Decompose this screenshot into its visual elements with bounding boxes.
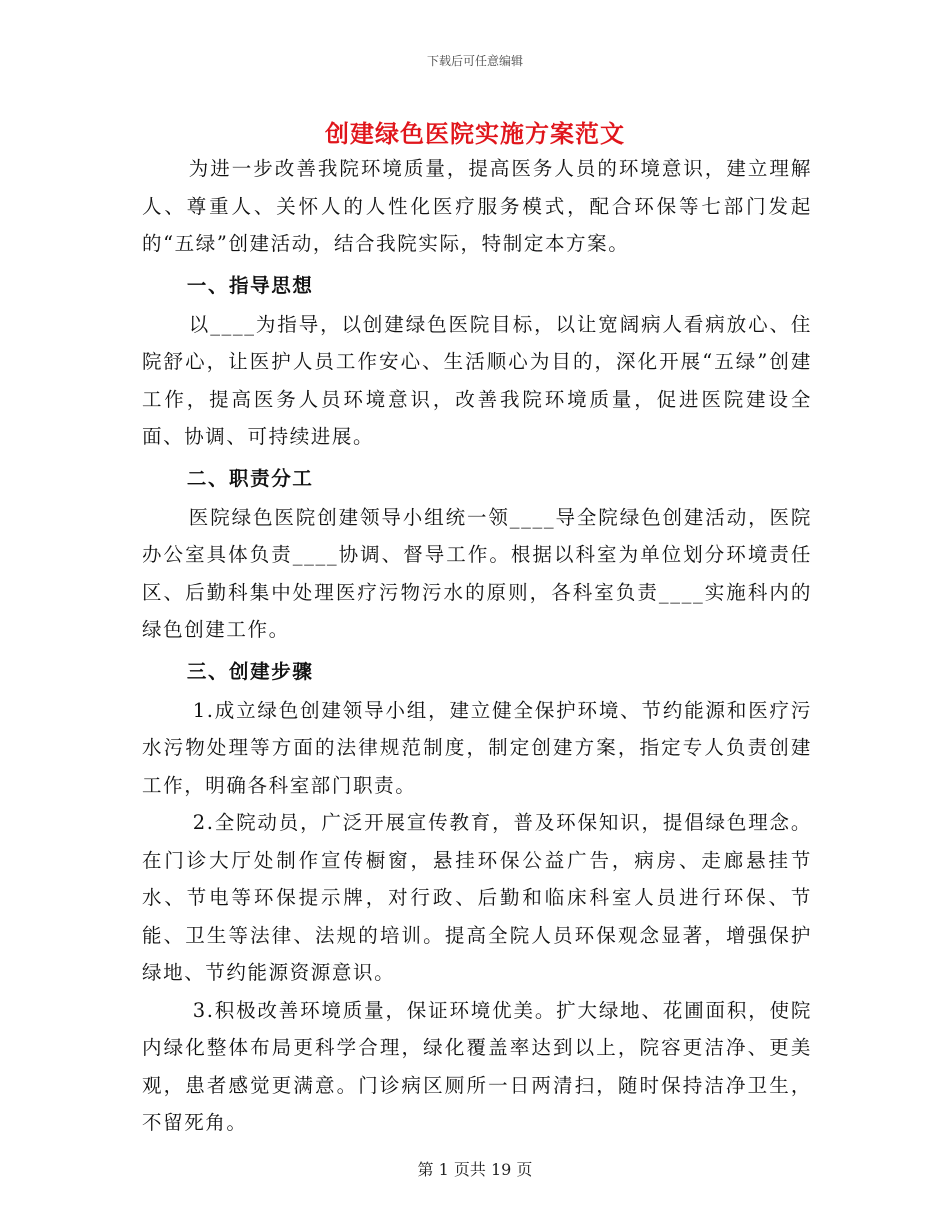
step-paragraph-2: 2.全院动员，广泛开展宣传教育，普及环保知识，提倡绿色理念。在门诊大厅处制作宣传橱窗，悬挂环保公益广告，病房、走廊悬挂节水、节电等环保提示牌，对行政、后勤和临床科室人员进行环保、节能、卫生等法律、法规的培训。提高全院人员环保观念显著，增强保护绿地、节约能源资源意识。 [142, 811, 812, 984]
section-heading-guiding-ideology: 一、指导思想 [186, 273, 314, 297]
step-paragraph-1: 1.成立绿色创建领导小组，建立健全保护环境、节约能源和医疗污水污物处理等方面的法律规范制度，制定创建方案，指定专人负责创建工作，明确各科室部门职责。 [142, 698, 812, 797]
section-heading-responsibilities: 二、职责分工 [186, 466, 314, 490]
page-footer: 第 1 页共 19 页 [417, 1160, 533, 1179]
header-note: 下载后可任意编辑 [426, 54, 523, 68]
section-paragraph: 医院绿色医院创建领导小组统一领____导全院绿色创建活动，医院办公室具体负责____协调、督导工作。根据以科室为单位划分环境责任区、后勤科集中处理医疗污物污水的原则，各科室负责____实施科内的绿色创建工作。 [142, 505, 812, 641]
step-paragraph-3: 3.积极改善环境质量，保证环境优美。扩大绿地、花圃面积，使院内绿化整体布局更科学合理，绿化覆盖率达到以上，院容更洁净、更美观，患者感觉更满意。门诊病区厕所一日两清扫，随时保持洁净卫生，不留死角。 [142, 998, 812, 1134]
intro-paragraph: 为进一步改善我院环境质量，提高医务人员的环境意识，建立理解人、尊重人、关怀人的人性化医疗服务模式，配合环保等七部门发起的“五绿”创建活动，结合我院实际，特制定本方案。 [142, 157, 812, 255]
section-heading-steps: 三、创建步骤 [186, 659, 314, 683]
document-body [142, 150, 812, 1142]
document-title: 创建绿色医院实施方案范文 [325, 119, 625, 148]
section-paragraph: 以____为指导，以创建绿色医院目标，以让宽阔病人看病放心、住院舒心，让医护人员工作安心、生活顺心为目的，深化开展“五绿”创建工作，提高医务人员环境意识，改善我院环境质量，促进医院建设全面、协调、可持续进展。 [142, 312, 812, 448]
